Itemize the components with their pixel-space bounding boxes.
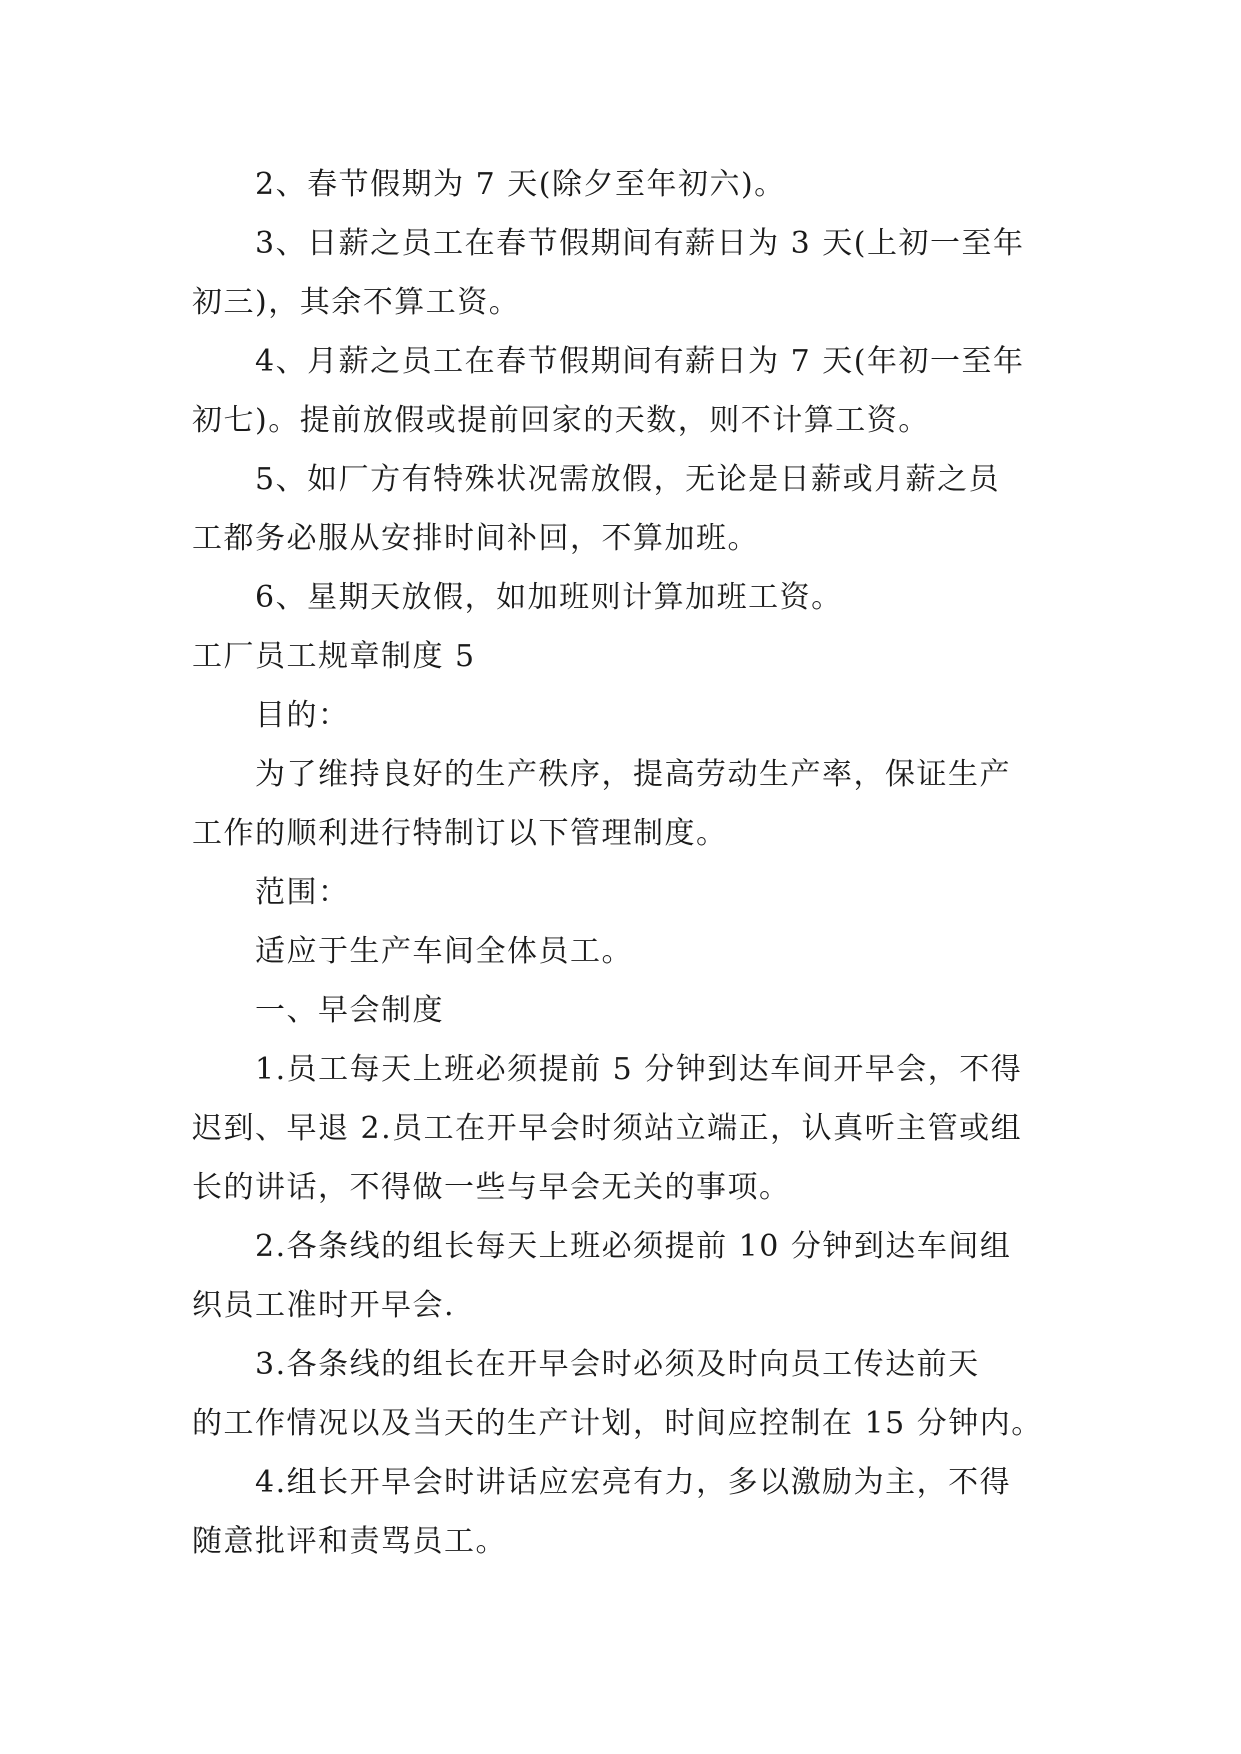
- body-line: 2、春节假期为 7 天(除夕至年初六)。: [255, 167, 786, 202]
- body-line: 4、月薪之员工在春节假期间有薪日为 7 天(年初一至年: [255, 344, 1025, 379]
- document-body: [192, 155, 1062, 1571]
- body-line: 初三)，其余不算工资。: [192, 285, 521, 320]
- body-line: 3、日薪之员工在春节假期间有薪日为 3 天(上初一至年: [255, 226, 1025, 261]
- section-heading: 工厂员工规章制度 5: [192, 639, 476, 674]
- body-line: 初七)。提前放假或提前回家的天数，则不计算工资。: [192, 403, 930, 438]
- body-line: 工作的顺利进行特制订以下管理制度。: [192, 816, 728, 851]
- body-line: 工都务必服从安排时间补回，不算加班。: [192, 521, 759, 556]
- body-line: 4.组长开早会时讲话应宏亮有力，多以激励为主，不得: [255, 1465, 1012, 1500]
- body-line: 2.各条线的组长每天上班必须提前 10 分钟到达车间组: [255, 1229, 1012, 1264]
- subheading-purpose: 目的：: [255, 698, 350, 733]
- body-line: 1.员工每天上班必须提前 5 分钟到达车间开早会，不得: [255, 1052, 1023, 1087]
- subheading-scope: 范围：: [255, 875, 350, 910]
- body-line: 织员工准时开早会.: [192, 1288, 456, 1323]
- body-line: 为了维持良好的生产秩序，提高劳动生产率，保证生产: [255, 757, 1011, 792]
- subheading-morning-meeting: 一、早会制度: [255, 993, 444, 1028]
- body-line: 6、星期天放假，如加班则计算加班工资。: [255, 580, 843, 615]
- body-line: 随意批评和责骂员工。: [192, 1524, 507, 1559]
- body-line: 适应于生产车间全体员工。: [255, 934, 633, 969]
- body-line: 5、如厂方有特殊状况需放假，无论是日薪或月薪之员: [255, 462, 1001, 497]
- body-line: 长的讲话，不得做一些与早会无关的事项。: [192, 1170, 791, 1205]
- body-line: 的工作情况以及当天的生产计划，时间应控制在 15 分钟内。: [192, 1406, 1043, 1441]
- body-line: 迟到、早退 2.员工在开早会时须站立端正，认真听主管或组: [192, 1111, 1023, 1146]
- body-line: 3.各条线的组长在开早会时必须及时向员工传达前天: [255, 1347, 980, 1382]
